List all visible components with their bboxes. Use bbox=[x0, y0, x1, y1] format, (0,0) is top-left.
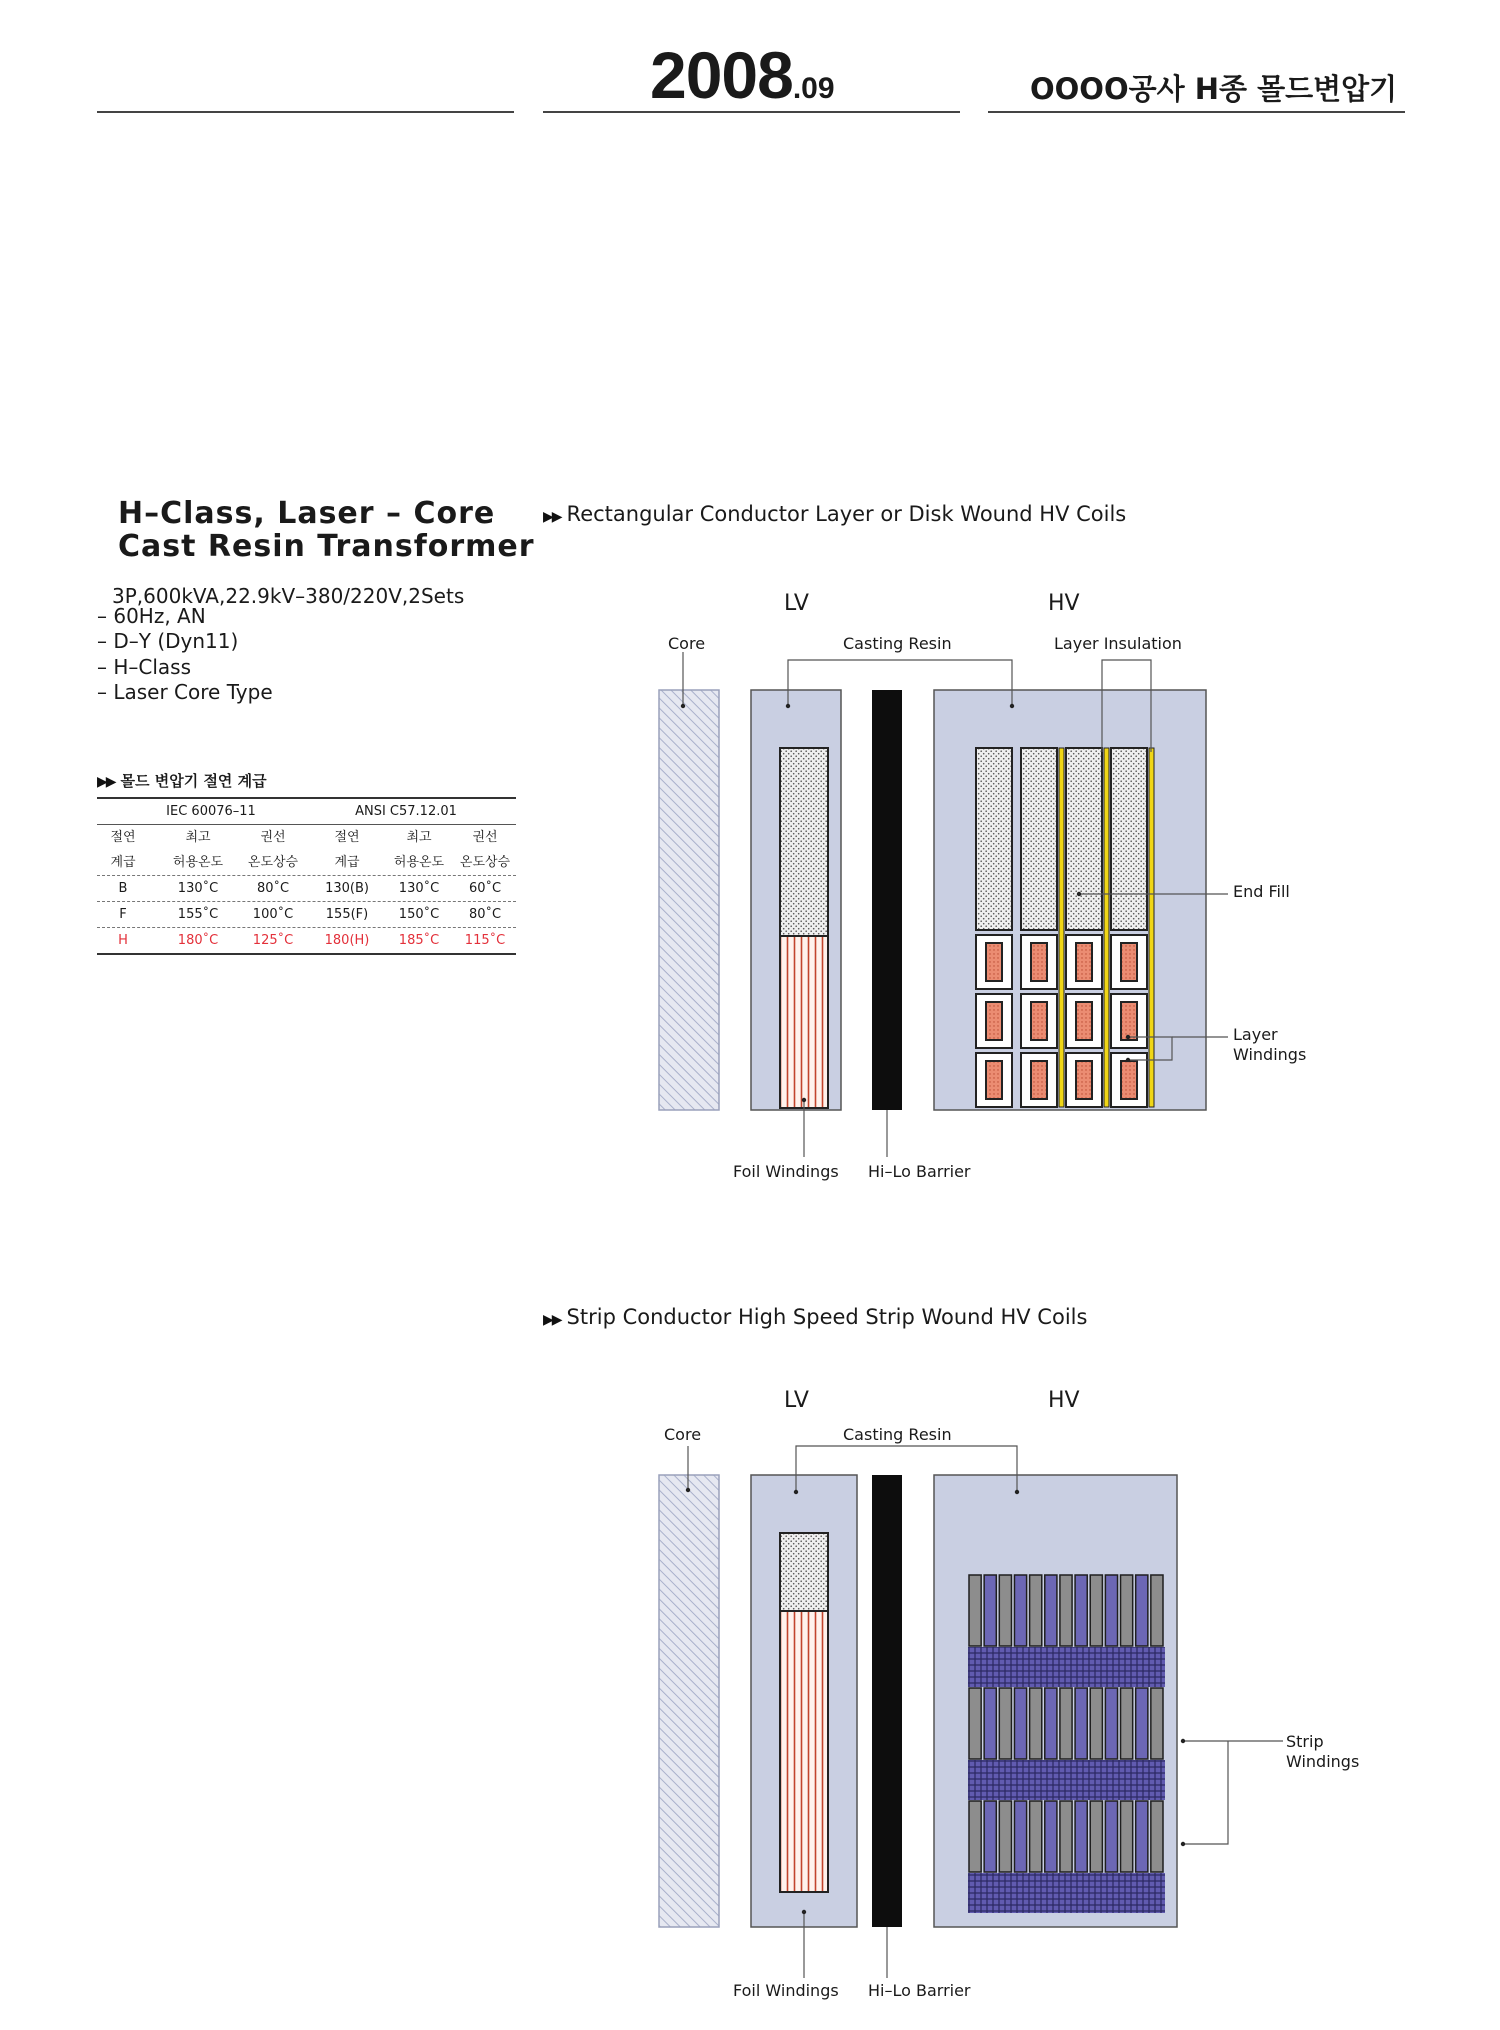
strip-bar bbox=[1136, 1801, 1148, 1872]
strip-bar bbox=[1060, 1801, 1072, 1872]
document-title: OOOO공사 H종 몰드변압기 bbox=[1030, 72, 1398, 106]
strip-bar bbox=[969, 1801, 981, 1872]
leader-dot bbox=[794, 1490, 798, 1494]
strip-bar bbox=[1014, 1575, 1026, 1646]
strip-bar bbox=[969, 1688, 981, 1759]
strip-mesh-band bbox=[968, 1873, 1165, 1913]
strip-bar bbox=[1075, 1575, 1087, 1646]
diagram2-lv-end-fill bbox=[780, 1533, 828, 1611]
strip-bar bbox=[1014, 1688, 1026, 1759]
strip-bar bbox=[999, 1801, 1011, 1872]
strip-bar bbox=[1090, 1801, 1102, 1872]
product-title-line2: Cast Resin Transformer bbox=[118, 529, 535, 564]
year: 2008 bbox=[650, 38, 793, 112]
leader-dot bbox=[1181, 1739, 1185, 1743]
strip-bar bbox=[984, 1575, 996, 1646]
diagram1-end-fill-label: End Fill bbox=[1233, 882, 1290, 901]
table-cell: 155(F) bbox=[325, 907, 369, 922]
strip-bar bbox=[1030, 1688, 1042, 1759]
strip-bar bbox=[1090, 1575, 1102, 1646]
col-header: 허용온도 bbox=[172, 855, 224, 870]
diagram1-barrier-label: Hi–Lo Barrier bbox=[868, 1162, 971, 1181]
label-line: Windings bbox=[1233, 1045, 1307, 1064]
table-cell: 180˚C bbox=[177, 933, 219, 948]
spec-item: – H–Class bbox=[97, 655, 192, 679]
col-header: 온도상승 bbox=[247, 855, 299, 870]
strip-mesh-band bbox=[968, 1647, 1165, 1687]
table-cell: 180(H) bbox=[324, 933, 370, 948]
strip-bar bbox=[984, 1801, 996, 1872]
table-cell: 100˚C bbox=[252, 907, 294, 922]
leader-dot bbox=[1181, 1842, 1185, 1846]
strip-bar bbox=[1136, 1575, 1148, 1646]
month: .09 bbox=[792, 72, 835, 105]
double-arrow-icon: ▶▶ bbox=[97, 774, 115, 790]
col-header: 계급 bbox=[110, 855, 136, 870]
strip-bar bbox=[1121, 1688, 1133, 1759]
spec-item: – 60Hz, AN bbox=[97, 604, 206, 628]
diagram1-foil-windings-label: Foil Windings bbox=[733, 1162, 839, 1181]
leader-dot bbox=[802, 1910, 806, 1914]
double-arrow-icon: ▶▶ bbox=[543, 509, 561, 525]
strip-bar bbox=[1060, 1688, 1072, 1759]
diagram1-core-label: Core bbox=[668, 634, 706, 653]
table-cell: 185˚C bbox=[398, 933, 440, 948]
table-cell: 155˚C bbox=[177, 907, 219, 922]
table-cell: 125˚C bbox=[252, 933, 294, 948]
strip-bar bbox=[1090, 1688, 1102, 1759]
diagram2-barrier-label: Hi–Lo Barrier bbox=[868, 1981, 971, 2000]
strip-bar bbox=[1151, 1575, 1163, 1646]
strip-bar bbox=[1014, 1801, 1026, 1872]
diagram2-title-text: Strip Conductor High Speed Strip Wound HV Coils bbox=[566, 1305, 1088, 1329]
strip-bar bbox=[1105, 1801, 1117, 1872]
table-cell: 115˚C bbox=[464, 933, 506, 948]
spec-item: – Laser Core Type bbox=[97, 680, 273, 704]
strip-bar bbox=[984, 1688, 996, 1759]
diagram1-casting-resin-label: Casting Resin bbox=[843, 634, 952, 653]
strip-bar bbox=[1151, 1801, 1163, 1872]
strip-bar bbox=[1075, 1688, 1087, 1759]
strip-bar bbox=[1030, 1801, 1042, 1872]
diagram2-lv-foil bbox=[780, 1611, 828, 1892]
strip-bar bbox=[969, 1575, 981, 1646]
strip-bar bbox=[1045, 1575, 1057, 1646]
col-header: 절연 bbox=[334, 830, 360, 845]
product-title-line1: H–Class, Laser – Core bbox=[118, 496, 496, 531]
col-header: 권선 bbox=[260, 830, 286, 845]
spec-item: – D–Y (Dyn11) bbox=[97, 629, 239, 653]
strip-bar bbox=[1105, 1688, 1117, 1759]
double-arrow-icon: ▶▶ bbox=[543, 1312, 561, 1328]
diagram1-lv-label: LV bbox=[784, 591, 809, 616]
strip-bar bbox=[1151, 1688, 1163, 1759]
table-cell: 80˚C bbox=[468, 907, 502, 922]
table-cell: 130˚C bbox=[177, 881, 219, 896]
label-line: Windings bbox=[1286, 1752, 1360, 1771]
table-cell: 150˚C bbox=[398, 907, 440, 922]
standard-iec: IEC 60076–11 bbox=[166, 804, 256, 819]
table-cell: 130˚C bbox=[398, 881, 440, 896]
leader-dot bbox=[1015, 1490, 1019, 1494]
diagram1-layer-insulation-label: Layer Insulation bbox=[1054, 634, 1182, 653]
diagram2-lv-label: LV bbox=[784, 1388, 809, 1413]
diagram2-core-label: Core bbox=[664, 1425, 702, 1444]
strip-bar bbox=[999, 1688, 1011, 1759]
diagram2-hv-label: HV bbox=[1048, 1388, 1080, 1413]
table-title-text: 몰드 변압기 절연 계급 bbox=[120, 772, 267, 790]
col-header: 온도상승 bbox=[459, 855, 511, 870]
strip-bar bbox=[1121, 1801, 1133, 1872]
strip-mesh-band bbox=[968, 1760, 1165, 1800]
diagram2-foil-windings-label: Foil Windings bbox=[733, 1981, 839, 2000]
leader-dot bbox=[686, 1488, 690, 1492]
col-header: 최고 bbox=[406, 830, 432, 845]
strip-bar bbox=[1030, 1575, 1042, 1646]
col-header: 계급 bbox=[334, 855, 360, 870]
table-cell: 130(B) bbox=[325, 881, 369, 896]
diagram2-core bbox=[659, 1475, 719, 1927]
strip-bar bbox=[1105, 1575, 1117, 1646]
table-cell: 60˚C bbox=[468, 881, 502, 896]
strip-bar bbox=[1060, 1575, 1072, 1646]
strip-bar bbox=[1075, 1801, 1087, 1872]
col-header: 권선 bbox=[472, 830, 498, 845]
diagram1-title-text: Rectangular Conductor Layer or Disk Wound HV Coils bbox=[566, 502, 1127, 526]
diagram2-barrier bbox=[872, 1475, 902, 1927]
label-line: Strip bbox=[1286, 1732, 1324, 1751]
diagram2-casting-resin-label: Casting Resin bbox=[843, 1425, 952, 1444]
col-header: 최고 bbox=[185, 830, 211, 845]
strip-bar bbox=[1136, 1688, 1148, 1759]
spec-main: 3P,600kVA,22.9kV–380/220V,2Sets bbox=[112, 584, 465, 608]
table-cell: H bbox=[118, 933, 128, 948]
table-cell: F bbox=[119, 907, 127, 922]
table-cell: 80˚C bbox=[256, 881, 290, 896]
label-line: Layer bbox=[1233, 1025, 1278, 1044]
strip-bar bbox=[1045, 1688, 1057, 1759]
leader-strip-windings bbox=[1183, 1741, 1228, 1844]
strip-bar bbox=[1045, 1801, 1057, 1872]
col-header: 절연 bbox=[110, 830, 136, 845]
col-header: 허용온도 bbox=[393, 855, 445, 870]
strip-bar bbox=[999, 1575, 1011, 1646]
strip-bar bbox=[1121, 1575, 1133, 1646]
table-cell: B bbox=[118, 881, 128, 896]
standard-ansi: ANSI C57.12.01 bbox=[355, 804, 457, 819]
diagram1-hv-label: HV bbox=[1048, 591, 1080, 616]
